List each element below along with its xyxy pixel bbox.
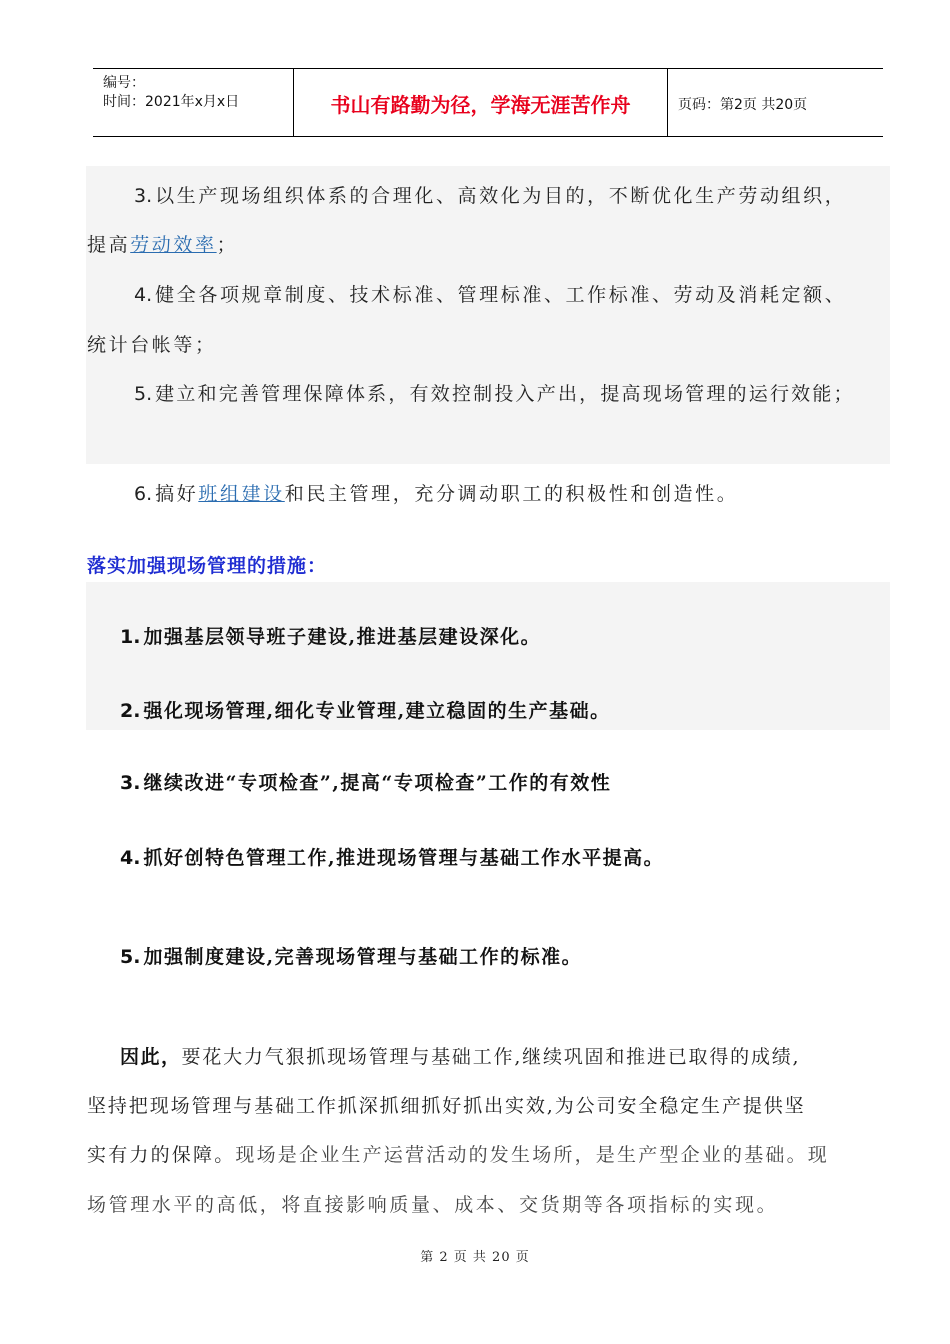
document-number-label: 编号：: [103, 75, 145, 91]
document-time-label: 时间：2021年x月x日: [103, 94, 240, 110]
link-labor-efficiency[interactable]: 劳动效率: [130, 234, 217, 256]
item-4-line-2: 统计台帐等；: [87, 334, 217, 356]
measure-4: 4. 抓好创特色管理工作,推进现场管理与基础工作水平提高。: [120, 847, 665, 869]
measure-1: 1. 加强基层领导班子建设,推进基层建设深化。: [120, 626, 542, 648]
measure-2: 2. 强化现场管理,细化专业管理,建立稳固的生产基础。: [120, 700, 611, 722]
header-motto-cell: [294, 69, 668, 136]
item-4-line-1: 4. 健全各项规章制度、技术标准、管理标准、工作标准、劳动及消耗定额、: [134, 284, 847, 306]
conclusion-line-4: 场管理水平的高低，将直接影响质量、成本、交货期等各项指标的实现。: [87, 1194, 779, 1216]
document-header: [93, 68, 883, 137]
shaded-block-items: [86, 166, 890, 464]
header-page-info: 页码：第2页 共20页: [678, 97, 808, 113]
measures-heading: 落实加强现场管理的措施：: [87, 555, 328, 577]
item-6-line: 6. 搞好班组建设和民主管理，充分调动职工的积极性和创造性。: [134, 483, 739, 505]
link-team-building[interactable]: 班组建设: [198, 483, 285, 505]
item-3-line-2: 提高劳动效率；: [87, 234, 239, 256]
conclusion-line-1: 因此，要花大力气狠抓现场管理与基础工作,继续巩固和推进已取得的成绩,: [120, 1046, 801, 1068]
measure-5: 5. 加强制度建设,完善现场管理与基础工作的标准。: [120, 946, 583, 968]
header-page-cell: [668, 69, 883, 136]
header-meta-cell: [93, 69, 294, 136]
measure-3: 3. 继续改进“专项检查”,提高“专项检查”工作的有效性: [120, 772, 612, 794]
item-5-line-1: 5. 建立和完善管理保障体系，有效控制投入产出，提高现场管理的运行效能；: [134, 383, 855, 405]
conclusion-line-2: 坚持把现场管理与基础工作抓深抓细抓好抓出实效,为公司安全稳定生产提供坚: [87, 1095, 806, 1117]
item-3-line-1: 3. 以生产现场组织体系的合理化、高效化为目的，不断优化生产劳动组织，: [134, 185, 847, 207]
header-motto: 书山有路勤为径，学海无涯苦作舟: [330, 93, 631, 117]
page-footer: 第 2 页 共 20 页: [420, 1250, 530, 1265]
conclusion-line-3: 实有力的保障。现场是企业生产运营活动的发生场所，是生产型企业的基础。现: [87, 1144, 830, 1166]
